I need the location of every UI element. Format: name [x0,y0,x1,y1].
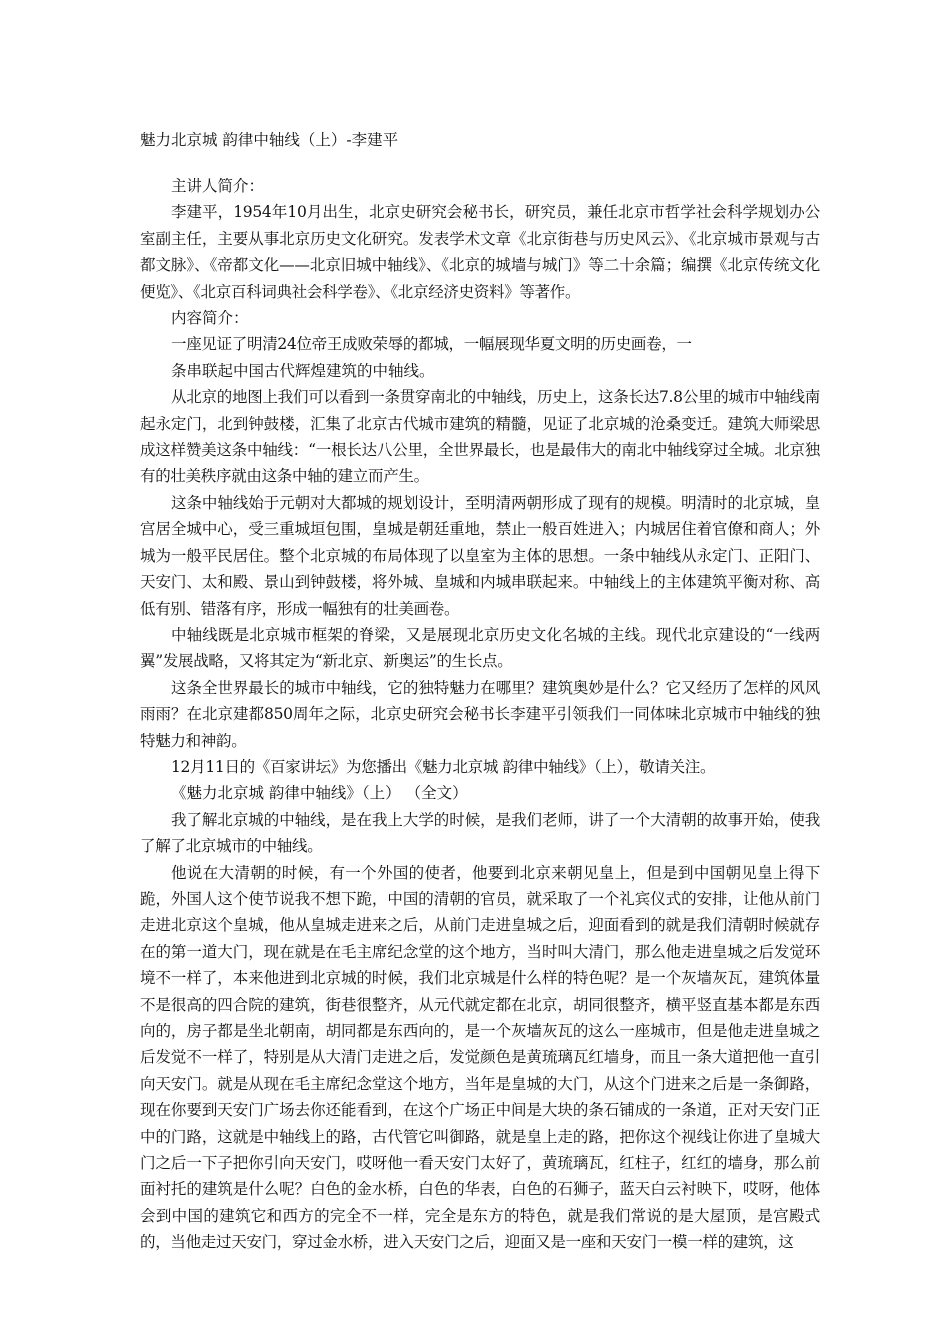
paragraph-lecture-2: 他说在大清朝的时候，有一个外国的使者，他要到北京来朝见皇上，但是到中国朝见皇上得下跪，外国人这个使节说我不想下跪，中国的清朝的官员，就采取了一个礼宾仪式的安排，让他从前门走进北京这个皇城，他从皇城走进来之后，从前门走进皇城之后，迎面看到的就是我们清朝时候就存在的第一道大门，现在就是在毛主席纪念堂的这个地方，当时叫大清门，那么他走进皇城之后发觉环境不一样了，本来他进到北京城的时候，我们北京城是什么样的特色呢？是一个灰墙灰瓦，建筑体量不是很高的四合院的建筑，街巷很整齐，从元代就定都在北京，胡同很整齐，横平竖直基本都是东西向的，房子都是坐北朝南，胡同都是东西向的，是一个灰墙灰瓦的这么一座城市，但是他走进皇城之后发觉不一样了，特别是从大清门走进之后，发觉颜色是黄琉璃瓦红墙身，而且一条大道把他一直引向天安门。就是从现在毛主席纪念堂这个地方，当年是皇城的大门，从这个门进来之后是一条御路，现在你要到天安门广场去你还能看到，在这个广场正中间是大块的条石铺成的一条道，正对天安门正中的门路，这就是中轴线上的路，古代管它叫御路，就是皇上走的路，把你这个视线让你进了皇城大门之后一下子把你引向天安门，哎呀他一看天安门太好了，黄琉璃瓦，红柱子，红红的墙身，那么前面衬托的建筑是什么呢？白色的金水桥，白色的华表，白色的石狮子，蓝天白云衬映下，哎呀，他体会到中国的建筑它和西方的完全不一样，完全是东方的特色，就是我们常说的是大屋顶，是宫殿式的，当他走过天安门，穿过金水桥，进入天安门之后，迎面又是一座和天安门一模一样的建筑，这 [140,863,820,1252]
paragraph-axis-origin: 这条中轴线始于元朝对大都城的规划设计，至明清两朝形成了现有的规模。明清时的北京城，皇宫居全城中心，受三重城垣包围，皇城是朝廷重地，禁止一般百姓进入；内城居住着官僚和商人；外城为一般平民居住。整个北京城的布局体现了以皇室为主体的思想。一条中轴线从永定门、正阳门、天安门、太和殿、景山到钟鼓楼，将外城、皇城和内城串联起来。中轴线上的主体建筑平衡对称、高低有别、错落有序，形成一幅独有的壮美画卷。 [140,493,820,618]
paragraph-speaker-heading: 主讲人简介： [171,177,265,195]
paragraph-intro-line-2: 条串联起中国古代辉煌建筑的中轴线。 [171,361,435,380]
paragraph-fulltext-heading: 《魅力北京城 韵律中轴线》（上） （全文） [171,784,468,803]
paragraph-axis-history: 从北京的地图上我们可以看到一条贯穿南北的中轴线，历史上，这条长达7.8公里的城市中轴线南起永定门，北到钟鼓楼，汇集了北京古代城市建筑的精髓，见证了北京城的沧桑变迁。建筑大师梁思成这样赞美这条中轴线：“一根长达八公里，全世界最长，也是最伟大的南北中轴线穿过全城。北京独有的壮美秩序就由这条中轴的建立而产生。 [140,388,820,486]
paragraph-speaker-bio: 李建平，1954年10月出生，北京史研究会秘书长，研究员，兼任北京市哲学社会科学规划办公室副主任，主要从事北京历史文化研究。发表学术文章《北京街巷与历史风云》、《北京城市景观与古都文脉》、《帝都文化——北京旧城中轴线》、《北京的城墙与城门》等二十余篇；编撰《北京传统文化便览》、《北京百科词典社会科学卷》、《北京经济史资料》等著作。 [140,203,820,301]
paragraph-intro-line-1: 一座见证了明清24位帝王成败荣辱的都城，一幅展现华夏文明的历史画卷，一 [171,335,692,354]
paragraph-content-heading: 内容简介： [171,309,249,328]
paragraph-broadcast-notice: 12月11日的《百家讲坛》为您播出《魅力北京城 韵律中轴线》（上），敬请关注。 [171,757,716,776]
document-body [140,173,820,1256]
paragraph-axis-strategy: 中轴线既是北京城市框架的脊梁，又是展现北京历史文化名城的主线。现代北京建设的“一线两翼”发展战略，又将其定为“新北京、新奥运”的生长点。 [140,625,820,671]
paragraph-axis-charm: 这条全世界最长的城市中轴线，它的独特魅力在哪里？建筑奥妙是什么？它又经历了怎样的风风雨雨？在北京建都850周年之际，北京史研究会秘书长李建平引领我们一同体味北京城市中轴线的独特魅力和神韵。 [140,678,820,750]
document-title: 魅力北京城 韵律中轴线（上）-李建平 [140,131,399,149]
paragraph-lecture-1: 我了解北京城的中轴线，是在我上大学的时候，是我们老师，讲了一个大清朝的故事开始，使我了解了北京城市的中轴线。 [140,810,820,856]
